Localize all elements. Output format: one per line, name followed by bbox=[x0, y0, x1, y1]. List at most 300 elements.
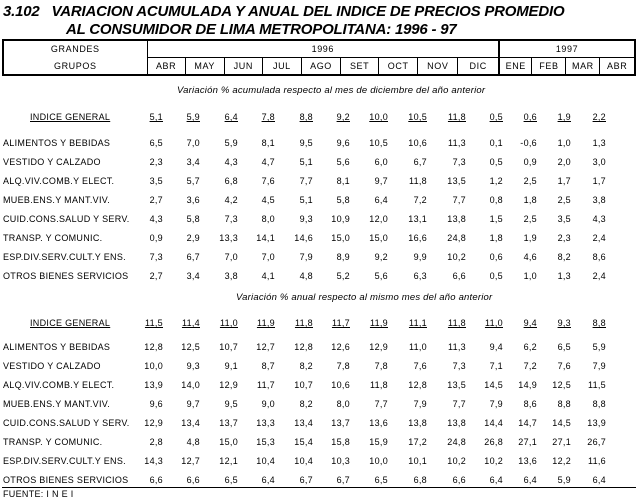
cell-value bbox=[473, 342, 503, 352]
cell-value bbox=[283, 157, 313, 167]
cell-value bbox=[507, 195, 537, 205]
cell-value bbox=[245, 112, 275, 122]
cell-text: 9,2 bbox=[374, 252, 388, 262]
cell-value bbox=[576, 176, 606, 186]
row-label: OTROS BIENES SERVICIOS bbox=[3, 475, 129, 485]
cell-text: 6,7 bbox=[413, 157, 427, 167]
cell-text: 15,4 bbox=[294, 437, 313, 447]
cell-value bbox=[358, 138, 388, 148]
cell-value bbox=[208, 233, 238, 243]
cell-value bbox=[245, 475, 275, 485]
cell-value bbox=[397, 233, 427, 243]
cell-text: 4,3 bbox=[592, 214, 606, 224]
cell-value bbox=[283, 271, 313, 281]
cell-value bbox=[473, 157, 503, 167]
cell-text: 10,0 bbox=[369, 112, 388, 122]
cell-value bbox=[436, 252, 466, 262]
cell-value bbox=[358, 418, 388, 428]
cell-text: 6,5 bbox=[149, 138, 163, 148]
cell-text: 6,5 bbox=[557, 342, 571, 352]
cell-text: 11,6 bbox=[587, 456, 606, 466]
cell-value bbox=[320, 361, 350, 371]
cell-value bbox=[507, 380, 537, 390]
cell-value bbox=[436, 318, 466, 328]
cell-value bbox=[436, 437, 466, 447]
cell-value bbox=[245, 456, 275, 466]
cell-text: 6,4 bbox=[261, 475, 275, 485]
cell-text: 14,1 bbox=[256, 233, 275, 243]
cell-text: 10,9 bbox=[331, 214, 350, 224]
cell-text: 7,6 bbox=[413, 361, 427, 371]
cell-value bbox=[283, 418, 313, 428]
cell-value bbox=[358, 112, 388, 122]
cell-text: 10,5 bbox=[369, 138, 388, 148]
cell-value bbox=[541, 157, 571, 167]
header-month: NOV bbox=[418, 58, 458, 76]
cell-text: 3,5 bbox=[149, 176, 163, 186]
cell-text: 8,6 bbox=[523, 399, 537, 409]
cell-text: 24,8 bbox=[447, 233, 466, 243]
cell-value bbox=[541, 252, 571, 262]
cell-text: 14,5 bbox=[484, 380, 503, 390]
cell-text: 9,4 bbox=[489, 342, 503, 352]
cell-text: 3,6 bbox=[186, 195, 200, 205]
cell-value bbox=[436, 361, 466, 371]
cell-value bbox=[397, 138, 427, 148]
cell-text: 1,9 bbox=[523, 233, 537, 243]
cell-text: 11,7 bbox=[256, 380, 275, 390]
cell-text: 13,9 bbox=[144, 380, 163, 390]
cell-value bbox=[133, 418, 163, 428]
cell-value bbox=[541, 380, 571, 390]
cell-text: 15,0 bbox=[369, 233, 388, 243]
cell-value bbox=[133, 112, 163, 122]
cell-value bbox=[170, 418, 200, 428]
cell-text: 24,8 bbox=[447, 437, 466, 447]
cell-value bbox=[283, 318, 313, 328]
cell-text: 14,9 bbox=[518, 380, 537, 390]
cell-text: 9,4 bbox=[523, 318, 537, 328]
cell-value bbox=[208, 361, 238, 371]
header-year-1997: 1997 bbox=[499, 40, 635, 58]
cell-value bbox=[320, 157, 350, 167]
cell-value bbox=[473, 456, 503, 466]
cell-text: 11,8 bbox=[447, 318, 466, 328]
cell-value bbox=[320, 342, 350, 352]
cell-text: 11,1 bbox=[408, 318, 427, 328]
cell-value bbox=[245, 195, 275, 205]
cell-text: 11,8 bbox=[369, 380, 388, 390]
table-number: 3.102 bbox=[3, 3, 40, 20]
cell-text: 12,9 bbox=[144, 418, 163, 428]
cell-text: 1,8 bbox=[489, 233, 503, 243]
cell-value bbox=[576, 157, 606, 167]
cell-value bbox=[245, 252, 275, 262]
cell-text: 7,7 bbox=[452, 399, 466, 409]
cell-text: 13,5 bbox=[447, 176, 466, 186]
cell-text: 12,6 bbox=[331, 342, 350, 352]
cell-value bbox=[397, 176, 427, 186]
table-row bbox=[0, 380, 638, 396]
cell-value bbox=[320, 418, 350, 428]
cell-value bbox=[541, 176, 571, 186]
row-label: ALQ.VIV.COMB.Y ELECT. bbox=[3, 380, 115, 390]
header-month: SET bbox=[341, 58, 379, 76]
cell-text: 2,4 bbox=[592, 233, 606, 243]
cell-text: 6,6 bbox=[452, 475, 466, 485]
cell-value bbox=[358, 456, 388, 466]
cell-text: 4,8 bbox=[186, 437, 200, 447]
cell-text: 4,3 bbox=[224, 157, 238, 167]
cell-value bbox=[358, 176, 388, 186]
cell-value bbox=[245, 342, 275, 352]
cell-text: 10,4 bbox=[294, 456, 313, 466]
cell-text: 13,1 bbox=[408, 214, 427, 224]
cell-text: 8,7 bbox=[261, 361, 275, 371]
cell-text: 11,0 bbox=[219, 318, 238, 328]
cell-text: 5,2 bbox=[336, 271, 350, 281]
cell-value bbox=[541, 233, 571, 243]
cell-text: 12,7 bbox=[256, 342, 275, 352]
cell-text: 13,8 bbox=[408, 418, 427, 428]
cell-value bbox=[320, 456, 350, 466]
cell-value bbox=[208, 342, 238, 352]
cell-text: 7,0 bbox=[261, 252, 275, 262]
cell-text: 10,3 bbox=[331, 456, 350, 466]
source-note: FUENTE: I N E I bbox=[3, 489, 74, 499]
cell-text: 14,5 bbox=[552, 418, 571, 428]
cell-value bbox=[473, 138, 503, 148]
cell-text: 5,1 bbox=[299, 195, 313, 205]
cell-value bbox=[208, 112, 238, 122]
row-label: MUEB.ENS.Y MANT.VIV. bbox=[3, 399, 111, 409]
cell-value bbox=[473, 176, 503, 186]
cell-value bbox=[208, 399, 238, 409]
cell-text: 4,2 bbox=[224, 195, 238, 205]
cell-text: 1,9 bbox=[557, 112, 571, 122]
header-month: FEB bbox=[532, 58, 566, 76]
header-month: MAR bbox=[566, 58, 600, 76]
cell-value bbox=[541, 456, 571, 466]
cell-value bbox=[133, 176, 163, 186]
cell-text: 9,6 bbox=[149, 399, 163, 409]
cell-value bbox=[133, 271, 163, 281]
cell-text: 13,4 bbox=[181, 418, 200, 428]
cell-text: 0,6 bbox=[489, 252, 503, 262]
cell-text: 14,6 bbox=[294, 233, 313, 243]
row-label: INDICE GENERAL bbox=[30, 112, 111, 122]
row-label: ESP.DIV.SERV.CULT.Y ENS. bbox=[3, 456, 126, 466]
cell-text: 7,9 bbox=[413, 399, 427, 409]
cell-value bbox=[507, 318, 537, 328]
cell-value bbox=[133, 214, 163, 224]
cell-value bbox=[133, 342, 163, 352]
cell-text: 10,2 bbox=[447, 456, 466, 466]
cell-value bbox=[170, 252, 200, 262]
cell-value bbox=[358, 399, 388, 409]
cell-value bbox=[320, 475, 350, 485]
cell-text: 5,1 bbox=[149, 112, 163, 122]
cell-text: 9,0 bbox=[261, 399, 275, 409]
cell-value bbox=[576, 456, 606, 466]
cell-text: 11,7 bbox=[331, 318, 350, 328]
cell-text: 8,1 bbox=[261, 138, 275, 148]
cell-value bbox=[283, 456, 313, 466]
cell-value bbox=[576, 318, 606, 328]
cell-text: 3,4 bbox=[186, 157, 200, 167]
cell-text: 8,9 bbox=[336, 252, 350, 262]
table-row bbox=[0, 214, 638, 230]
cell-text: 9,5 bbox=[299, 138, 313, 148]
cell-text: 9,7 bbox=[374, 176, 388, 186]
cell-value bbox=[473, 214, 503, 224]
cell-text: 12,5 bbox=[552, 380, 571, 390]
cell-text: 8,1 bbox=[336, 176, 350, 186]
cell-value bbox=[170, 157, 200, 167]
row-label: CUID.CONS.SALUD Y SERV. bbox=[3, 418, 130, 428]
cell-text: 6,4 bbox=[489, 475, 503, 485]
cell-text: 7,7 bbox=[374, 399, 388, 409]
cell-value bbox=[358, 214, 388, 224]
cell-value bbox=[507, 475, 537, 485]
table-row bbox=[0, 342, 638, 358]
cell-text: 1,0 bbox=[557, 138, 571, 148]
cell-text: 11,0 bbox=[484, 318, 503, 328]
cell-text: 6,5 bbox=[224, 475, 238, 485]
cell-value bbox=[133, 437, 163, 447]
cell-text: 15,9 bbox=[369, 437, 388, 447]
cell-text: 7,0 bbox=[186, 138, 200, 148]
table-row bbox=[0, 195, 638, 211]
cell-value bbox=[576, 437, 606, 447]
header-month: ABR bbox=[600, 58, 635, 76]
cell-text: 6,7 bbox=[336, 475, 350, 485]
cell-value bbox=[541, 437, 571, 447]
cell-value bbox=[397, 399, 427, 409]
cell-value bbox=[541, 271, 571, 281]
cell-text: 7,8 bbox=[336, 361, 350, 371]
index-general-row bbox=[0, 318, 638, 334]
cell-value bbox=[436, 176, 466, 186]
cell-text: 6,7 bbox=[186, 252, 200, 262]
title-text: VARIACION ACUMULADA Y ANUAL DEL INDICE DE PRECIOS PROMEDIO bbox=[51, 3, 565, 20]
table-row bbox=[0, 176, 638, 192]
cell-text: 12,9 bbox=[369, 342, 388, 352]
cell-value bbox=[397, 112, 427, 122]
cell-value bbox=[283, 176, 313, 186]
cell-value bbox=[397, 271, 427, 281]
cell-text: 8,0 bbox=[336, 399, 350, 409]
row-label: OTROS BIENES SERVICIOS bbox=[3, 271, 129, 281]
cell-value bbox=[473, 112, 503, 122]
cell-value bbox=[436, 157, 466, 167]
cell-text: 2,3 bbox=[557, 233, 571, 243]
cell-text: 7,9 bbox=[592, 361, 606, 371]
cell-text: 9,3 bbox=[299, 214, 313, 224]
cell-value bbox=[436, 214, 466, 224]
table-row bbox=[0, 271, 638, 287]
cell-value bbox=[170, 233, 200, 243]
row-label: TRANSP. Y COMUNIC. bbox=[3, 233, 103, 243]
cell-value bbox=[436, 475, 466, 485]
cell-text: 13,3 bbox=[219, 233, 238, 243]
cell-text: 15,3 bbox=[256, 437, 275, 447]
cell-text: 13,5 bbox=[447, 380, 466, 390]
cell-text: 7,2 bbox=[413, 195, 427, 205]
cell-value bbox=[436, 271, 466, 281]
cell-text: 11,3 bbox=[447, 342, 466, 352]
cell-value bbox=[283, 233, 313, 243]
cell-value bbox=[397, 318, 427, 328]
cell-value bbox=[541, 361, 571, 371]
cell-text: 0,6 bbox=[523, 112, 537, 122]
cell-text: 5,7 bbox=[186, 176, 200, 186]
row-label: VESTIDO Y CALZADO bbox=[3, 157, 101, 167]
cell-value bbox=[576, 418, 606, 428]
header-month: JUL bbox=[262, 58, 301, 76]
cell-text: 5,6 bbox=[374, 271, 388, 281]
cell-text: 12,0 bbox=[369, 214, 388, 224]
cell-text: 0,5 bbox=[489, 157, 503, 167]
cell-text: 0,8 bbox=[489, 195, 503, 205]
cell-text: 11,9 bbox=[369, 318, 388, 328]
cell-text: 10,2 bbox=[484, 456, 503, 466]
cell-value bbox=[245, 233, 275, 243]
cell-text: 8,0 bbox=[261, 214, 275, 224]
table-title-line2: AL CONSUMIDOR DE LIMA METROPOLITANA: 1996 - 97 bbox=[66, 21, 457, 38]
cell-text: 16,6 bbox=[408, 233, 427, 243]
cell-text: 13,6 bbox=[518, 456, 537, 466]
cell-value bbox=[541, 418, 571, 428]
cell-value bbox=[245, 318, 275, 328]
table-row bbox=[0, 361, 638, 377]
row-label: ALIMENTOS Y BEBIDAS bbox=[3, 342, 111, 352]
cell-text: 8,8 bbox=[592, 318, 606, 328]
cell-text: 9,5 bbox=[224, 399, 238, 409]
cell-value bbox=[541, 195, 571, 205]
cell-text: 8,2 bbox=[299, 361, 313, 371]
cell-value bbox=[320, 437, 350, 447]
cell-value bbox=[576, 214, 606, 224]
cell-text: 8,8 bbox=[299, 112, 313, 122]
cell-text: 6,8 bbox=[413, 475, 427, 485]
cell-value bbox=[507, 112, 537, 122]
cell-text: 10,2 bbox=[447, 252, 466, 262]
cell-value bbox=[358, 475, 388, 485]
cell-value bbox=[507, 157, 537, 167]
cell-value bbox=[507, 252, 537, 262]
cell-text: 13,9 bbox=[587, 418, 606, 428]
cell-value bbox=[358, 157, 388, 167]
cell-text: 2,5 bbox=[523, 214, 537, 224]
cell-text: 2,2 bbox=[592, 112, 606, 122]
cell-value bbox=[358, 380, 388, 390]
cell-text: 7,3 bbox=[149, 252, 163, 262]
cell-text: 3,8 bbox=[224, 271, 238, 281]
cell-text: 27,1 bbox=[518, 437, 537, 447]
cell-value bbox=[170, 176, 200, 186]
cell-value bbox=[507, 271, 537, 281]
cell-value bbox=[397, 475, 427, 485]
cell-value bbox=[170, 399, 200, 409]
cell-value bbox=[436, 399, 466, 409]
cell-value bbox=[208, 138, 238, 148]
cell-text: 8,2 bbox=[299, 399, 313, 409]
cell-value bbox=[541, 475, 571, 485]
cell-text: 2,9 bbox=[186, 233, 200, 243]
cell-value bbox=[245, 176, 275, 186]
cell-text: 8,8 bbox=[592, 399, 606, 409]
cell-value bbox=[541, 399, 571, 409]
cell-text: 3,5 bbox=[557, 214, 571, 224]
cell-text: 4,6 bbox=[523, 252, 537, 262]
cell-value bbox=[208, 418, 238, 428]
cell-value bbox=[245, 399, 275, 409]
cell-value bbox=[436, 418, 466, 428]
row-label: ESP.DIV.SERV.CULT.Y ENS. bbox=[3, 252, 126, 262]
cell-value bbox=[397, 456, 427, 466]
cell-text: 1,7 bbox=[557, 176, 571, 186]
cell-value bbox=[208, 318, 238, 328]
cell-text: 8,6 bbox=[592, 252, 606, 262]
cell-value bbox=[245, 157, 275, 167]
cell-value bbox=[320, 271, 350, 281]
cell-text: 7,8 bbox=[374, 361, 388, 371]
cell-value bbox=[397, 157, 427, 167]
cell-text: 11,5 bbox=[144, 318, 163, 328]
cell-text: 9,3 bbox=[186, 361, 200, 371]
cell-text: 6,2 bbox=[523, 342, 537, 352]
cell-text: 0,9 bbox=[523, 157, 537, 167]
cell-text: 5,1 bbox=[299, 157, 313, 167]
cell-text: 12,7 bbox=[181, 456, 200, 466]
cell-value bbox=[170, 475, 200, 485]
cell-text: 12,5 bbox=[181, 342, 200, 352]
cell-value bbox=[576, 342, 606, 352]
cell-value bbox=[170, 112, 200, 122]
cell-value bbox=[208, 252, 238, 262]
cell-text: 0,5 bbox=[489, 271, 503, 281]
cell-text: 9,1 bbox=[224, 361, 238, 371]
cell-text: 7,7 bbox=[452, 195, 466, 205]
cell-text: 2,7 bbox=[149, 271, 163, 281]
cell-value bbox=[170, 271, 200, 281]
cell-value bbox=[436, 195, 466, 205]
cell-value bbox=[473, 361, 503, 371]
cell-value bbox=[436, 138, 466, 148]
cell-value bbox=[208, 176, 238, 186]
cell-text: 2,8 bbox=[149, 437, 163, 447]
cell-text: 6,7 bbox=[299, 475, 313, 485]
cell-value bbox=[436, 233, 466, 243]
cell-value bbox=[576, 252, 606, 262]
cell-value bbox=[133, 399, 163, 409]
cell-value bbox=[283, 112, 313, 122]
cell-value bbox=[133, 233, 163, 243]
cell-value bbox=[541, 112, 571, 122]
table-row bbox=[0, 157, 638, 173]
cell-text: 26,8 bbox=[484, 437, 503, 447]
cell-value bbox=[397, 342, 427, 352]
cell-text: 5,8 bbox=[186, 214, 200, 224]
cell-text: 1,3 bbox=[557, 271, 571, 281]
cell-value bbox=[541, 318, 571, 328]
row-label: MUEB.ENS.Y MANT.VIV. bbox=[3, 195, 111, 205]
cell-value bbox=[320, 252, 350, 262]
cell-value bbox=[473, 380, 503, 390]
cell-value bbox=[507, 233, 537, 243]
cell-value bbox=[397, 361, 427, 371]
